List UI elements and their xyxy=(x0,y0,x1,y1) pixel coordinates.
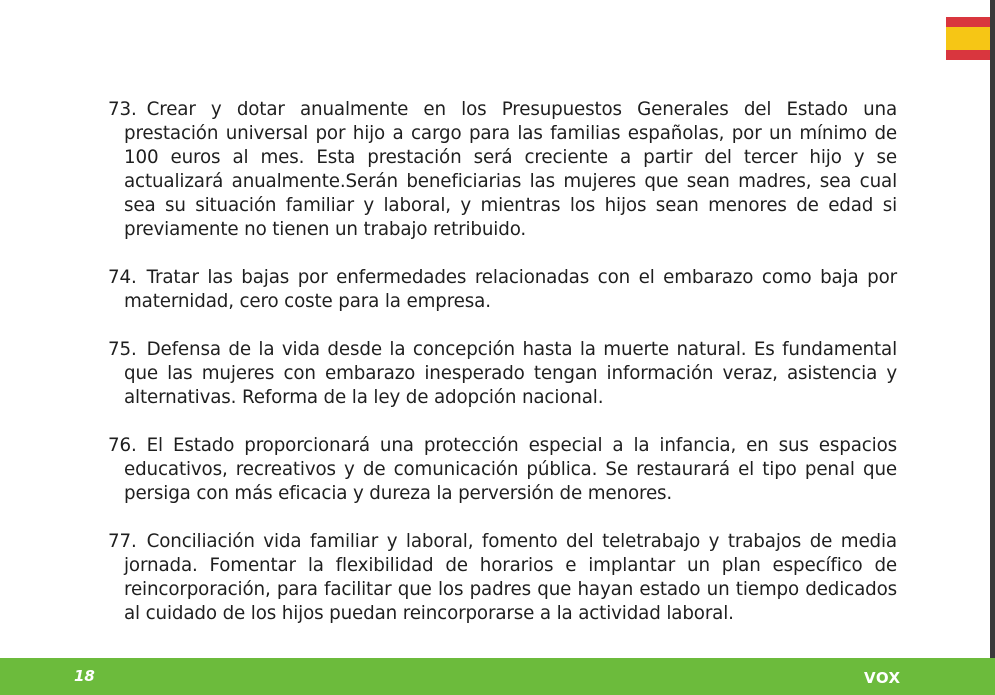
item-number: 76. xyxy=(108,435,137,456)
measures-list xyxy=(108,98,897,650)
vox-logo: VOX xyxy=(864,669,901,687)
list-item xyxy=(108,434,897,506)
page-edge-divider xyxy=(990,0,995,658)
page-footer xyxy=(0,658,995,695)
flag-stripe-red-bottom xyxy=(946,50,990,60)
item-text: Defensa de la vida desde la concepción hasta la muerte natural. Es fundamental que las mujeres con embarazo inesperado tengan información veraz, asistencia y alternativas. Reforma de la ley de adopción nacional. xyxy=(124,339,897,408)
item-text: Conciliación vida familiar y laboral, fomento del teletrabajo y trabajos de media jornada. Fomentar la flexibilidad de horarios e implantar un plan específico de reincorporación, para facilitar que los padres que hayan estado un tiempo dedicados al cuidado de los hijos puedan reincorporarse a la actividad laboral. xyxy=(124,531,897,624)
item-number: 75. xyxy=(108,339,137,360)
spain-flag-icon xyxy=(946,17,990,60)
list-item xyxy=(108,338,897,410)
item-number: 73. xyxy=(108,99,137,120)
list-item xyxy=(108,266,897,314)
flag-stripe-yellow xyxy=(946,27,990,50)
list-item xyxy=(108,530,897,626)
item-text: Crear y dotar anualmente en los Presupuestos Generales del Estado una prestación universal por hijo a cargo para las familias españolas, por un mínimo de 100 euros al mes. Esta prestación será creciente a partir del tercer hijo y se actualizará anualmente.Serán beneficiarias las mujeres que sean madres, sea cual sea su situación familiar y laboral, y mientras los hijos sean menores de edad si previamente no tienen un trabajo retribuido. xyxy=(124,99,897,240)
item-text: El Estado proporcionará una protección especial a la infancia, en sus espacios educativos, recreativos y de comunicación pública. Se restaurará el tipo penal que persiga con más eficacia y dureza la perversión de menores. xyxy=(124,435,897,504)
item-number: 74. xyxy=(108,267,137,288)
flag-stripe-red-top xyxy=(946,17,990,27)
page-number: 18 xyxy=(74,667,95,685)
item-text: Tratar las bajas por enfermedades relacionadas con el embarazo como baja por maternidad, cero coste para la empresa. xyxy=(124,267,897,312)
item-number: 77. xyxy=(108,531,137,552)
list-item xyxy=(108,98,897,242)
